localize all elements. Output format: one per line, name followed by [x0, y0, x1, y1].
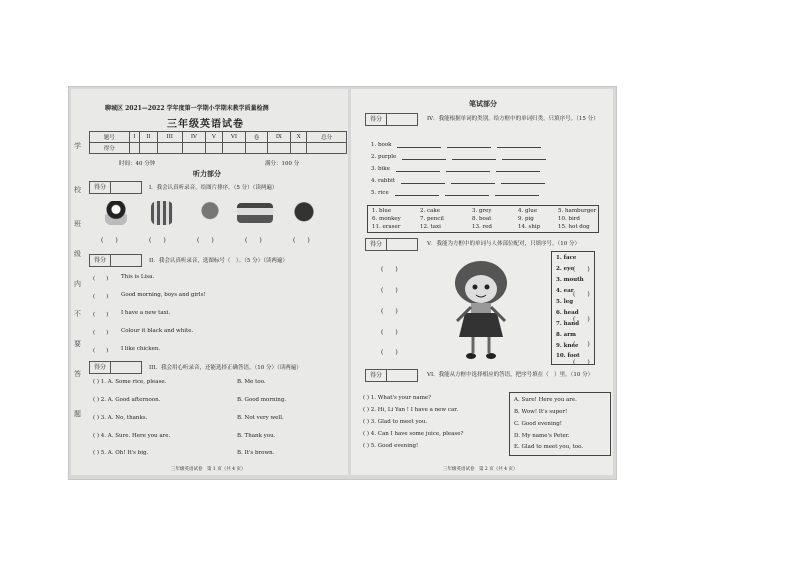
answer-paren[interactable]: ( )	[93, 276, 109, 282]
section-1-title: I．我会认真听录音，给图片排序。（5 分）（读两遍）	[149, 185, 278, 191]
exam-header: 聊城区 2021—2022 学年度第一学期小学期末教学质量检测	[105, 105, 269, 112]
choice-option-b: B. It's brown.	[237, 450, 275, 456]
binding-char: 不	[74, 310, 81, 318]
body-part-word: 4. ear	[556, 288, 574, 294]
dialogue-question: ( ) 1. What's your name?	[363, 395, 432, 401]
word-bank-item: 13. red	[472, 224, 492, 230]
listening-sentence: I like chicken.	[121, 346, 161, 352]
match-paren[interactable]: ( )	[381, 266, 398, 273]
word-bank-item: 7. pencil	[420, 216, 444, 222]
score-label: 得分	[366, 239, 387, 250]
answer-option: E. Glad to meet you, too.	[514, 444, 584, 450]
answer-option: D. My name's Peter.	[514, 433, 570, 439]
body-part-word: 2. eye	[556, 266, 574, 272]
binding-margin	[71, 89, 87, 475]
category-word	[371, 165, 540, 172]
monkey-picture	[199, 201, 221, 225]
score-cell	[246, 143, 267, 154]
exam-title: 三年级英语试卷	[167, 119, 244, 130]
score-cell: 卷	[246, 132, 267, 143]
choice-question: ( ) 5. A. Oh! It's big.	[93, 450, 149, 456]
answer-options-box	[509, 392, 611, 456]
section-3-title: III．我会用心听录音，还能选择正确答语。（10 分）（读两遍）	[149, 365, 302, 371]
listening-sentence: This is Lisa.	[121, 274, 155, 280]
word-bank-item: 8. boat	[472, 216, 492, 222]
girl-illustration	[443, 257, 519, 361]
word-bank-item: 15. hot dog	[558, 224, 590, 230]
word-bank-item: 5. hamburger	[558, 208, 597, 214]
body-part-word: 7. hand	[556, 321, 580, 327]
category-word-label: 2. purple	[371, 154, 397, 160]
score-blank	[111, 182, 141, 193]
word-bank-item: 6. monkey	[372, 216, 401, 222]
category-word	[371, 141, 541, 148]
answer-paren[interactable]: ( )	[93, 294, 109, 300]
answer-option: B. Wow! It's super!	[514, 409, 568, 415]
answer-blank[interactable]	[445, 189, 489, 196]
category-word-label: 3. bike	[371, 166, 390, 172]
match-paren[interactable]: ( )	[381, 287, 398, 294]
answer-blank[interactable]	[402, 153, 446, 160]
section-score-box	[89, 181, 142, 194]
choice-question: ( ) 2. A. Good afternoon.	[93, 397, 161, 403]
answer-blank[interactable]	[451, 177, 495, 184]
score-cell	[182, 143, 206, 154]
dialogue-question: ( ) 3. Glad to meet you.	[363, 419, 428, 425]
body-part-word: 6. head	[556, 310, 579, 316]
score-cell	[291, 143, 307, 154]
section-score-box	[365, 113, 418, 126]
exam-photo	[68, 86, 617, 480]
section-2-title: II．我会认真听录音，选图标号（ ）。（5 分）（读两遍）	[149, 258, 288, 264]
answer-blank[interactable]	[497, 141, 541, 148]
score-label: 得分	[366, 114, 387, 125]
bird-picture	[293, 201, 315, 225]
score-table	[89, 131, 347, 154]
word-bank-item: 2. cake	[420, 208, 440, 214]
listening-heading: 听力部分	[193, 169, 221, 178]
binding-char: 题	[74, 410, 81, 418]
section-5-title: V．我能为方框中的单词与人体部位配对，只填序号。（10 分）	[427, 241, 580, 247]
score-cell: III	[157, 132, 182, 143]
score-cell	[140, 143, 158, 154]
binding-char: 答	[74, 370, 81, 378]
category-word	[371, 189, 539, 196]
score-label: 得分	[90, 362, 111, 373]
body-part-word: 1. face	[556, 255, 577, 261]
listening-sentence: I have a new taxi.	[121, 310, 171, 316]
listening-sentence: Colour it black and white.	[121, 328, 194, 334]
word-bank-item: 10. bird	[558, 216, 580, 222]
order-paren[interactable]: ( )	[149, 237, 166, 244]
page-footer: 三年级英语试卷 第 1 页（共 4 页）	[171, 467, 246, 472]
binding-char: 级	[74, 250, 81, 258]
word-bank-item: 9. pig	[518, 216, 534, 222]
written-heading: 笔试部分	[469, 99, 497, 108]
score-blank	[111, 362, 141, 373]
exam-page-1	[71, 89, 348, 475]
score-label: 得分	[90, 182, 111, 193]
answer-blank[interactable]	[447, 141, 491, 148]
match-paren[interactable]: ( )	[573, 316, 590, 323]
answer-paren[interactable]: ( )	[93, 348, 109, 354]
match-paren[interactable]: ( )	[573, 291, 590, 298]
binding-char: 学	[74, 142, 81, 150]
score-cell	[129, 143, 140, 154]
score-cell: 题号	[90, 132, 130, 143]
dialogue-question: ( ) 5. Good evening!	[363, 443, 419, 449]
body-part-word: 5. leg	[556, 299, 574, 305]
exam-page-2	[351, 89, 613, 475]
body-part-word: 3. mouth	[556, 277, 584, 283]
score-blank	[111, 255, 141, 266]
score-label: 得分	[90, 255, 111, 266]
mickey-picture	[105, 201, 127, 225]
body-part-word: 8. arm	[556, 332, 576, 338]
binding-char: 要	[74, 340, 81, 348]
category-word-label: 1. book	[371, 142, 392, 148]
order-paren[interactable]: ( )	[293, 237, 310, 244]
section-6-title: VI．我能从方框中选择相应的答语，把序号填在（ ）里。（10 分）	[427, 372, 594, 378]
answer-blank[interactable]	[452, 153, 496, 160]
word-bank-item: 1. blue	[372, 208, 392, 214]
answer-option: C. Good evening!	[514, 421, 562, 427]
page-footer: 三年级英语试卷 第 2 页（共 4 页）	[443, 467, 518, 472]
choice-option-b: B. Thank you.	[237, 433, 276, 439]
choice-option-b: B. Good morning.	[237, 397, 287, 403]
answer-blank[interactable]	[395, 189, 439, 196]
answer-blank[interactable]	[496, 165, 540, 172]
score-cell: I	[129, 132, 140, 143]
category-word-label: 4. rabbit	[371, 178, 395, 184]
score-cell	[157, 143, 182, 154]
score-blank	[387, 239, 417, 250]
choice-question: ( ) 4. A. Sure. Here you are.	[93, 433, 171, 439]
match-paren[interactable]: ( )	[381, 329, 398, 336]
section-score-box	[89, 254, 142, 267]
section-score-box	[89, 361, 142, 374]
score-cell: VI	[222, 132, 246, 143]
order-paren[interactable]: ( )	[101, 237, 118, 244]
match-paren[interactable]: ( )	[573, 341, 590, 348]
score-cell	[206, 143, 222, 154]
section-score-box	[365, 369, 418, 382]
score-cell	[307, 143, 347, 154]
category-word	[371, 177, 545, 184]
score-cell: 得分	[90, 143, 130, 154]
word-bank-item: 14. ship	[518, 224, 541, 230]
binding-char: 内	[74, 280, 81, 288]
word-bank-item: 12. taxi	[420, 224, 441, 230]
dialogue-question: ( ) 2. Hi, Li Yan ! I have a new car.	[363, 407, 458, 413]
body-part-word: 10. foot	[556, 353, 580, 359]
exam-time: 时间：40 分钟	[119, 161, 156, 167]
match-paren[interactable]: ( )	[381, 349, 398, 356]
score-blank	[387, 370, 417, 381]
word-bank-item: 3. grey	[472, 208, 492, 214]
category-word	[371, 153, 546, 160]
choice-option-b: B. Not very well.	[237, 415, 284, 421]
score-cell: IX	[267, 132, 290, 143]
choice-option-b: B. Me too.	[237, 379, 266, 385]
answer-blank[interactable]	[495, 189, 539, 196]
gift-picture	[151, 201, 173, 225]
section-score-box	[365, 238, 418, 251]
answer-blank[interactable]	[502, 153, 546, 160]
score-cell: V	[206, 132, 222, 143]
answer-blank[interactable]	[401, 177, 445, 184]
answer-blank[interactable]	[396, 165, 440, 172]
word-bank-box	[367, 205, 599, 233]
match-paren[interactable]: ( )	[381, 308, 398, 315]
body-part-word: 9. knee	[556, 343, 579, 349]
answer-blank[interactable]	[397, 141, 441, 148]
answer-blank[interactable]	[446, 165, 490, 172]
score-label: 得分	[366, 370, 387, 381]
listening-sentence: Good morning, boys and girls!	[121, 292, 206, 298]
answer-paren[interactable]: ( )	[93, 312, 109, 318]
full-score: 满分：100 分	[265, 161, 300, 167]
order-paren[interactable]: ( )	[245, 237, 262, 244]
match-paren[interactable]: ( )	[573, 266, 590, 273]
score-cell: X	[291, 132, 307, 143]
category-word-label: 5. rice	[371, 190, 389, 196]
answer-paren[interactable]: ( )	[93, 330, 109, 336]
score-cell: 总分	[307, 132, 347, 143]
binding-char: 班	[74, 220, 81, 228]
score-cell: II	[140, 132, 158, 143]
match-paren[interactable]: ( )	[573, 359, 590, 366]
binding-char: 校	[74, 186, 81, 194]
order-paren[interactable]: ( )	[197, 237, 214, 244]
bus-picture	[237, 203, 273, 223]
word-bank-item: 4. glue	[518, 208, 538, 214]
score-cell	[267, 143, 290, 154]
answer-option: A. Sure! Here you are.	[514, 397, 577, 403]
score-cell	[222, 143, 246, 154]
section-4-title: IV．我能根据单词的类别，给方框中的单词归类，只填序号。（15 分）	[427, 116, 599, 122]
word-bank-item: 11. eraser	[372, 224, 401, 230]
dialogue-question: ( ) 4. Can I have some juice, please?	[363, 431, 464, 437]
choice-question: ( ) 3. A. No, thanks.	[93, 415, 148, 421]
body-parts-box	[551, 251, 595, 365]
choice-question: ( ) 1. A. Some rice, please.	[93, 379, 167, 385]
score-cell: IV	[182, 132, 206, 143]
answer-blank[interactable]	[501, 177, 545, 184]
score-blank	[387, 114, 417, 125]
